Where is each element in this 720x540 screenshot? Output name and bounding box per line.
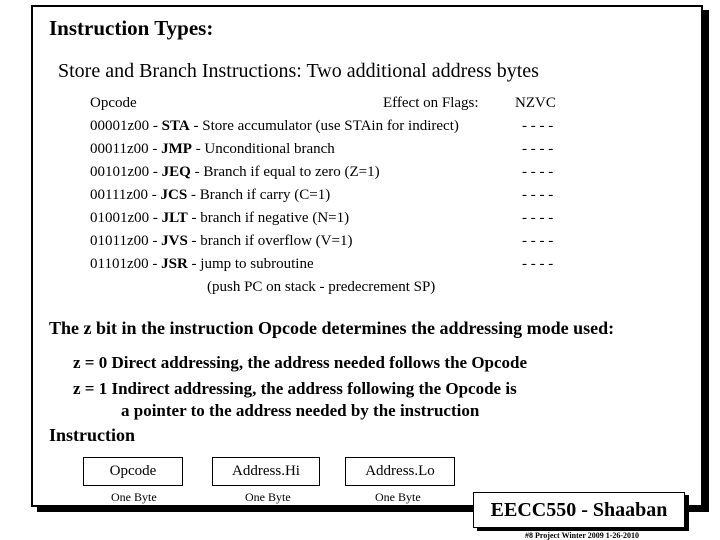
table-row <box>90 210 349 227</box>
row-mnemonic: JVS <box>161 233 188 249</box>
slide-footer: #8 Project Winter 2009 1-26-2010 <box>525 531 640 540</box>
row-flags: - - - - <box>522 233 554 249</box>
slide-title: Instruction Types: <box>49 16 214 40</box>
mode-indirect-cont: a pointer to the address needed by the instruction <box>121 401 480 420</box>
row-mnemonic: JMP <box>161 141 192 157</box>
row-description: - Branch if equal to zero (Z=1) <box>190 164 380 180</box>
header-opcode: Opcode <box>90 95 137 111</box>
slide-subtitle: Store and Branch Instructions: Two additional address bytes <box>58 60 539 82</box>
row-flags: - - - - <box>522 141 554 157</box>
format-size-label: One Byte <box>111 490 157 504</box>
row-opcode: 00011z00 - <box>90 141 162 157</box>
row-flags: - - - - <box>522 118 554 134</box>
row-description: - Store accumulator (use STAin for indirect) <box>189 118 459 134</box>
row-description: - branch if negative (N=1) <box>187 210 350 226</box>
format-size-label: One Byte <box>245 490 291 504</box>
row-mnemonic: STA <box>161 118 190 134</box>
row-flags: - - - - <box>522 256 554 272</box>
course-brand: EECC550 - Shaaban <box>473 492 685 528</box>
mode-direct: z = 0 Direct addressing, the address needed follows the Opcode <box>73 353 528 372</box>
format-size-label: One Byte <box>375 490 421 504</box>
row-mnemonic: JLT <box>161 210 188 226</box>
table-row <box>90 164 380 181</box>
row-opcode: 00101z00 - <box>90 164 162 180</box>
row-flags: - - - - <box>522 187 554 203</box>
format-field-address-lo: Address.Lo <box>345 457 455 486</box>
row-continuation: (push PC on stack - predecrement SP) <box>207 279 436 295</box>
row-flags: - - - - <box>522 164 554 180</box>
header-flags: NZVC <box>515 95 556 111</box>
row-opcode: 01011z00 - <box>90 233 162 249</box>
row-mnemonic: JEQ <box>161 164 191 180</box>
format-field-opcode: Opcode <box>83 457 183 486</box>
table-row <box>90 233 352 250</box>
table-row <box>90 256 314 273</box>
mode-indirect: z = 1 Indirect addressing, the address following the Opcode is <box>73 379 517 398</box>
zbit-heading: The z bit in the instruction Opcode determines the addressing mode used: <box>49 318 615 338</box>
table-row <box>90 141 335 158</box>
row-description: - Branch if carry (C=1) <box>187 187 331 203</box>
instruction-label: Instruction <box>49 425 136 445</box>
row-description: - Unconditional branch <box>191 141 335 157</box>
row-description: - jump to subroutine <box>187 256 314 272</box>
format-field-address-hi: Address.Hi <box>212 457 320 486</box>
table-row <box>90 187 330 204</box>
row-opcode: 01101z00 - <box>90 256 162 272</box>
row-opcode: 00001z00 - <box>90 118 162 134</box>
row-opcode: 01001z00 - <box>90 210 162 226</box>
header-effect: Effect on Flags: <box>383 95 479 111</box>
row-opcode: 00111z00 - <box>90 187 161 203</box>
row-flags: - - - - <box>522 210 554 226</box>
table-row <box>90 118 459 135</box>
row-mnemonic: JSR <box>161 256 188 272</box>
row-mnemonic: JCS <box>160 187 188 203</box>
row-description: - branch if overflow (V=1) <box>187 233 353 249</box>
